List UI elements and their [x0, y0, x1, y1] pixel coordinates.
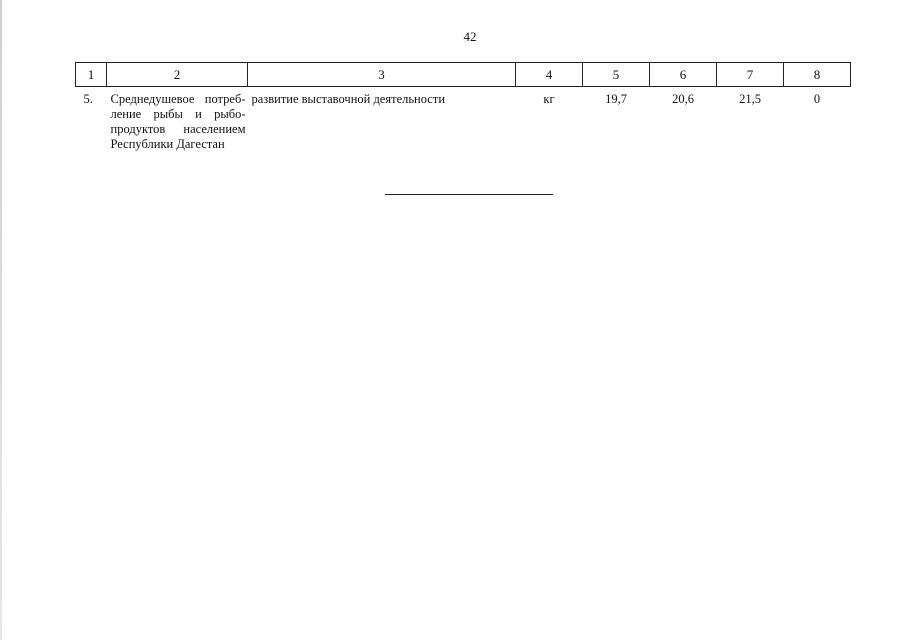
column-header-2: 2 — [107, 63, 248, 87]
column-header-1: 1 — [76, 63, 107, 87]
page-number: 42 — [463, 29, 477, 44]
column-header-4: 4 — [516, 63, 583, 87]
scan-edge — [0, 0, 2, 640]
table-header-row — [76, 63, 851, 87]
column-header-6: 6 — [650, 63, 717, 87]
value-col-7: 21,5 — [739, 92, 761, 106]
measure-description: развитие выставочной деятельности — [251, 92, 446, 106]
unit-of-measure: кг — [543, 92, 555, 106]
indicator-name: Среднедушевое потреб-ление рыбы и рыбо-продуктов населением Республики Дагестан — [110, 92, 246, 151]
data-table-container — [75, 62, 850, 152]
value-col-8: 0 — [813, 92, 821, 106]
end-separator-line — [385, 194, 553, 195]
row-number: 5. — [83, 92, 93, 106]
column-header-3: 3 — [248, 63, 516, 87]
table-row — [76, 87, 851, 153]
column-header-5: 5 — [583, 63, 650, 87]
value-col-6: 20,6 — [672, 92, 694, 106]
value-col-5: 19,7 — [605, 92, 627, 106]
column-header-8: 8 — [784, 63, 851, 87]
column-header-7: 7 — [717, 63, 784, 87]
data-table — [75, 62, 851, 152]
